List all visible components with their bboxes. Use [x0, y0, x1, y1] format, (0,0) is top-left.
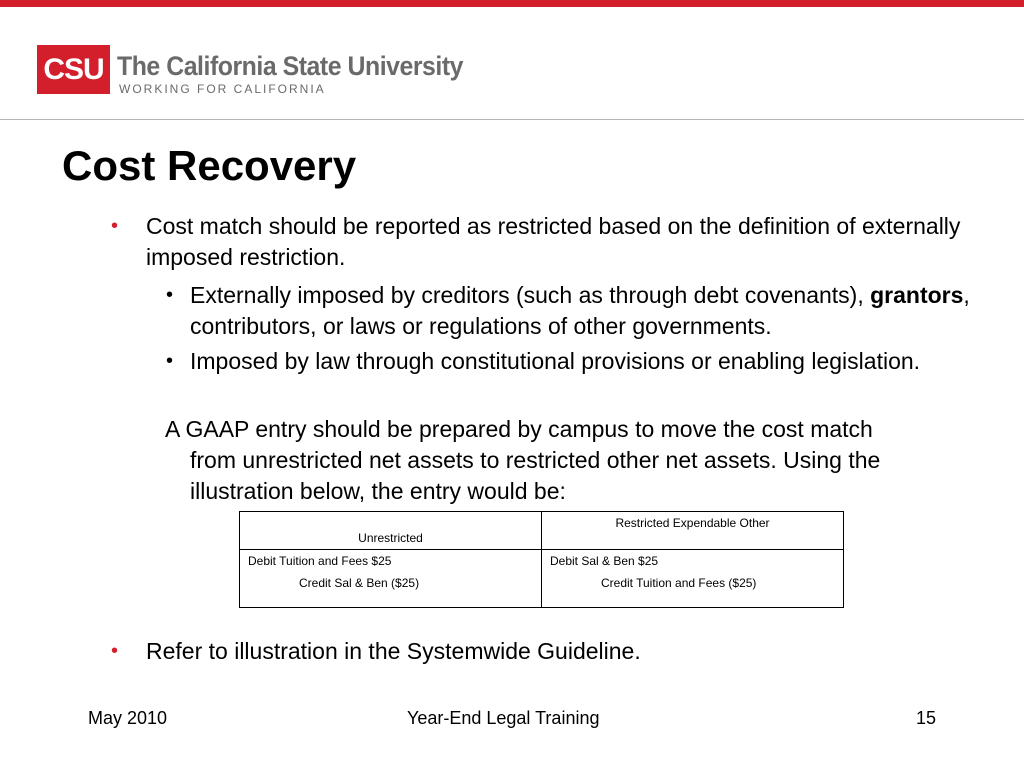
bullet-item: [111, 636, 966, 667]
sub-bullet-dot: •: [166, 284, 174, 306]
gaap-paragraph: [165, 414, 975, 507]
logo-mark: CSU: [37, 45, 110, 94]
bullet-item: [111, 211, 966, 273]
table-header-row: [240, 512, 844, 550]
credit-line: Credit Sal & Ben ($25): [299, 576, 420, 590]
bullet-text: Refer to illustration in the Systemwide Guideline.: [146, 638, 641, 664]
paragraph-continuation: from unrestricted net assets to restricted other net assets. Using the illustration below, the entry would be:: [190, 447, 881, 504]
top-accent-bar: [0, 0, 1024, 7]
sub-bullet-item: [166, 346, 980, 377]
column-header-unrestricted: Unrestricted: [358, 531, 423, 545]
page-number: 15: [916, 708, 937, 728]
bullet-dot: •: [111, 640, 119, 662]
header-divider: [0, 119, 1024, 120]
credit-line: Credit Tuition and Fees ($25): [601, 576, 757, 590]
footer-date: May 2010: [88, 708, 168, 728]
table-header-cell: [542, 512, 844, 550]
logo-tagline: WORKING FOR CALIFORNIA: [119, 82, 326, 96]
sub-bullet-text-start: Externally imposed by creditors (such as through debt covenants),: [190, 282, 864, 308]
sub-bullet-dot: •: [166, 350, 174, 372]
debit-line: Debit Tuition and Fees $25: [248, 554, 392, 568]
table-row: [240, 550, 844, 608]
sub-bullet-bold-term: grantors: [870, 282, 964, 308]
sub-bullet-text-end: , contributors, or laws or regulations of other governments.: [190, 282, 970, 339]
journal-entry-table: [239, 511, 844, 608]
table-header-cell: [240, 512, 542, 550]
table-cell: [240, 550, 542, 608]
column-header-restricted: Restricted Expendable Other: [615, 516, 770, 530]
slide-title: Cost Recovery: [62, 142, 357, 189]
footer-event: Year-End Legal Training: [407, 708, 600, 728]
table-cell: [542, 550, 844, 608]
logo-name: The California State University: [117, 51, 464, 81]
sub-bullet-text: Imposed by law through constitutional provisions or enabling legislation.: [190, 348, 921, 374]
sub-bullet-item: [166, 280, 980, 342]
debit-line: Debit Sal & Ben $25: [550, 554, 659, 568]
bullet-dot: •: [111, 215, 119, 237]
paragraph-first-line: A GAAP entry should be prepared by campus to move the cost match: [165, 416, 873, 442]
bullet-text: Cost match should be reported as restricted based on the definition of externally imposed restriction.: [146, 213, 961, 270]
